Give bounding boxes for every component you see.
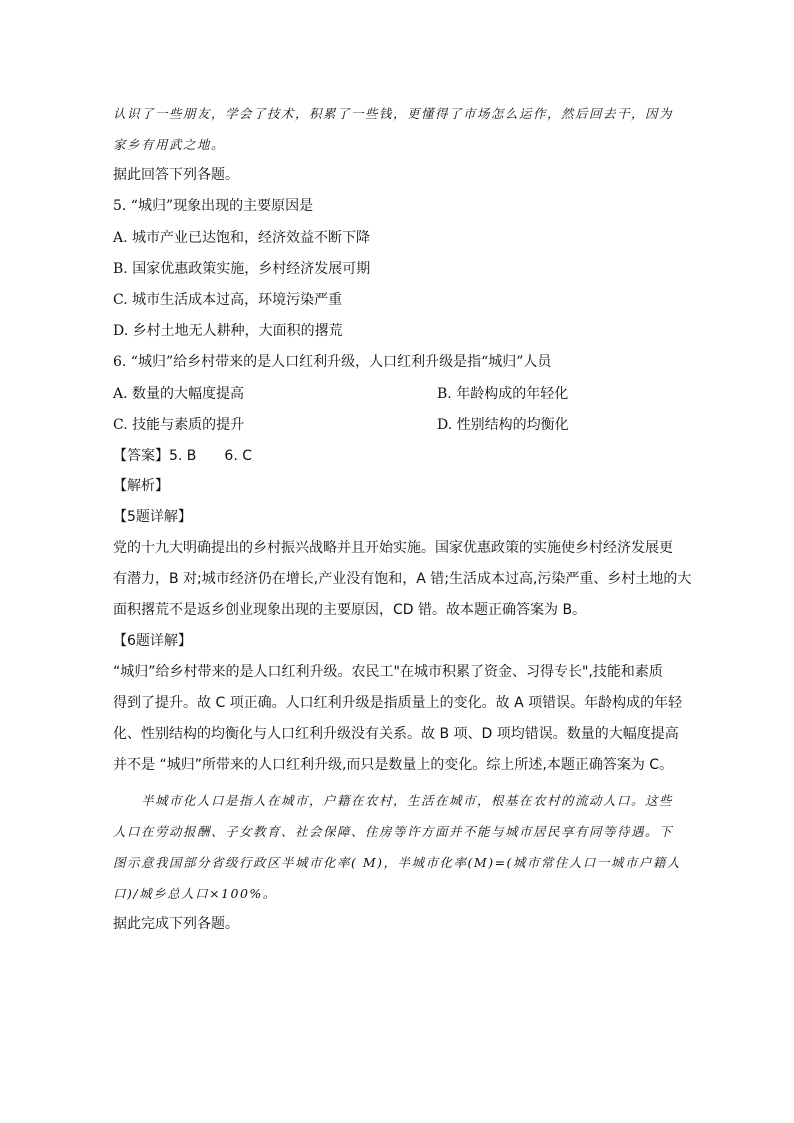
instruction-text: 据此回答下列各题。 (113, 167, 239, 183)
q5-option-c: C. 城市生活成本过高，环境污染严重 (113, 292, 343, 308)
analysis-title: 【解析】 (113, 478, 169, 494)
q6-detail-title: 【6题详解】 (113, 633, 192, 649)
answer-line: 【答案】5. B 6. C (113, 448, 252, 464)
question-6-stem: 6. “城归”给乡村带来的是人口红利升级，人口红利升级是指“城归”人员 (113, 354, 552, 370)
q5-option-b: B. 国家优惠政策实施，乡村经济发展可期 (113, 261, 371, 277)
question-5-stem: 5. “城归”现象出现的主要原因是 (113, 198, 314, 214)
q6-detail-line: 得到了提升。故 C 项正确。人口红利升级是指质量上的变化。故 A 项错误。年龄构成的年轻 (113, 695, 683, 711)
q6-detail-line: 化、性别结构的均衡化与人口红利升级没有关系。故 B 项、D 项均错误。数量的大幅度提高 (113, 726, 679, 742)
q6-option-b: B. 年龄构成的年轻化 (437, 386, 569, 402)
passage-line: 口)/城乡总人口×100%。 (113, 886, 277, 901)
passage-line: 半城市化人口是指人在城市，户籍在农村，生活在城市，根基在农村的流动人口。这些 (141, 793, 674, 808)
q6-option-c: C. 技能与素质的提升 (113, 417, 245, 433)
q6-option-d: D. 性别结构的均衡化 (437, 417, 569, 433)
passage-line: 家乡有用武之地。 (113, 137, 226, 152)
q6-option-a: A. 数量的大幅度提高 (113, 386, 245, 402)
q6-detail-line: 并不是 “城归”所带来的人口红利升级,而只是数量上的变化。综上所述,本题正确答案为 C。 (113, 757, 674, 773)
passage-line: 人口在劳动报酬、子女教育、社会保障、住房等许方面并不能与城市居民享有同等待遇。下 (113, 824, 674, 839)
q5-detail-line: 党的十九大明确提出的乡村振兴战略并且开始实施。国家优惠政策的实施使乡村经济发展更 (113, 540, 673, 556)
q6-detail-line: “城归”给乡村带来的是人口红利升级。农民工"在城市积累了资金、习得专长",技能和素质 (113, 664, 663, 680)
q5-option-a: A. 城市产业已达饱和，经济效益不断下降 (113, 230, 371, 246)
instruction-text: 据此完成下列各题。 (113, 916, 239, 932)
passage-line: 图示意我国部分省级行政区半城市化率( M)，半城市化率(M)=(城市常住人口一城市户籍人 (113, 855, 681, 870)
q5-detail-title: 【5题详解】 (113, 509, 192, 525)
q5-detail-line: 有潜力，B 对;城市经济仍在增长,产业没有饱和，A 错;生活成本过高,污染严重、乡村土地的大 (113, 571, 692, 587)
q5-detail-line: 面积撂荒不是返乡创业现象出现的主要原因，CD 错。故本题正确答案为 B。 (113, 602, 587, 618)
passage-line: 认识了一些朋友，学会了技术，积累了一些钱，更懂得了市场怎么运作，然后回去干，因为 (113, 106, 674, 121)
q5-option-d: D. 乡村土地无人耕种，大面积的撂荒 (113, 323, 343, 339)
